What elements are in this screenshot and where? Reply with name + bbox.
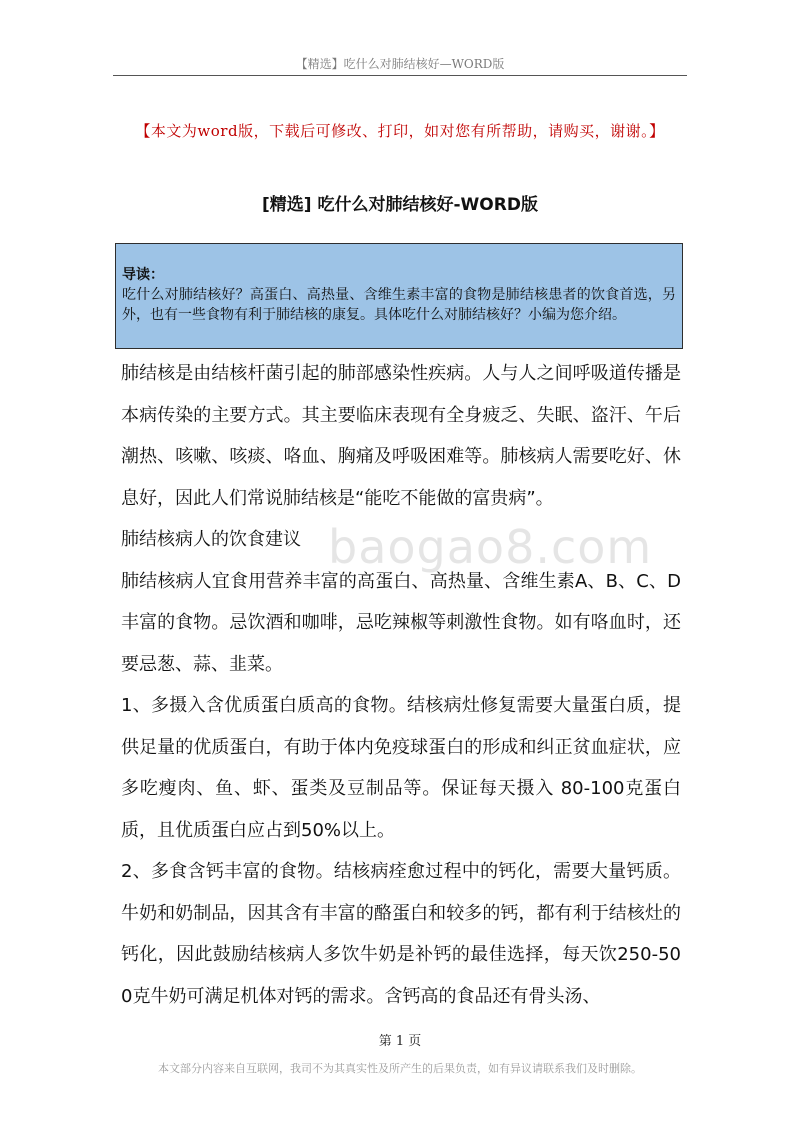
paragraph-diet-advice: 肺结核病人宜食用营养丰富的高蛋白、高热量、含维生素A、B、C、D丰富的食物。忌饮酒和咖啡，忌吃辣椒等刺激性食物。如有咯血时，还要忌葱、蒜、韭菜。 — [121, 570, 681, 675]
page-number: 第 1 页 — [378, 1034, 422, 1049]
intro-box — [115, 243, 683, 349]
paragraph-protein: 1、多摄入含优质蛋白质高的食物。结核病灶修复需要大量蛋白质，提供足量的优质蛋白，有助于体内免疫球蛋白的形成和纠正贫血症状，应多吃瘦肉、鱼、虾、蛋类及豆制品等。保证每天摄入 80-100克蛋白质，且优质蛋白应占到50%以上。 — [121, 695, 681, 841]
header-divider — [113, 75, 687, 76]
section-heading-diet: 肺结核病人的饮食建议 — [121, 529, 301, 550]
purchase-notice: 【本文为word版，下载后可修改、打印，如对您有所帮助，请购买，谢谢。】 — [135, 122, 665, 140]
document-title: [精选] 吃什么对肺结核好-WORD版 — [262, 195, 538, 215]
site-watermark: baogao8.com — [328, 520, 653, 574]
running-header: 【精选】吃什么对肺结核好—WORD版 — [295, 57, 505, 71]
paragraph-calcium: 2、多食含钙丰富的食物。结核病痊愈过程中的钙化，需要大量钙质。牛奶和奶制品，因其含有丰富的酪蛋白和较多的钙，都有利于结核灶的钙化，因此鼓励结核病人多饮牛奶是补钙的最佳选择，每天饮250-500克牛奶可满足机体对钙的需求。含钙高的食品还有骨头汤、 — [121, 861, 681, 1007]
paragraph-overview: 肺结核是由结核杆菌引起的肺部感染性疾病。人与人之间呼吸道传播是本病传染的主要方式。其主要临床表现有全身疲乏、失眠、盗汗、午后潮热、咳嗽、咳痰、咯血、胸痛及呼吸困难等。肺核病人需要吃好、休息好，因此人们常说肺结核是“能吃不能做的富贵病”。 — [121, 363, 681, 509]
disclaimer-footer: 本文部分内容来自互联网，我司不为其真实性及所产生的后果负责，如有异议请联系我们及时删除。 — [158, 1062, 642, 1075]
intro-text: 吃什么对肺结核好？高蛋白、高热量、含维生素丰富的食物是肺结核患者的饮食首选，另外，也有一些食物有利于肺结核的康复。具体吃什么对肺结核好？小编为您介绍。 — [122, 287, 676, 323]
intro-label: 导读： — [122, 267, 164, 283]
article-body — [121, 353, 681, 1017]
